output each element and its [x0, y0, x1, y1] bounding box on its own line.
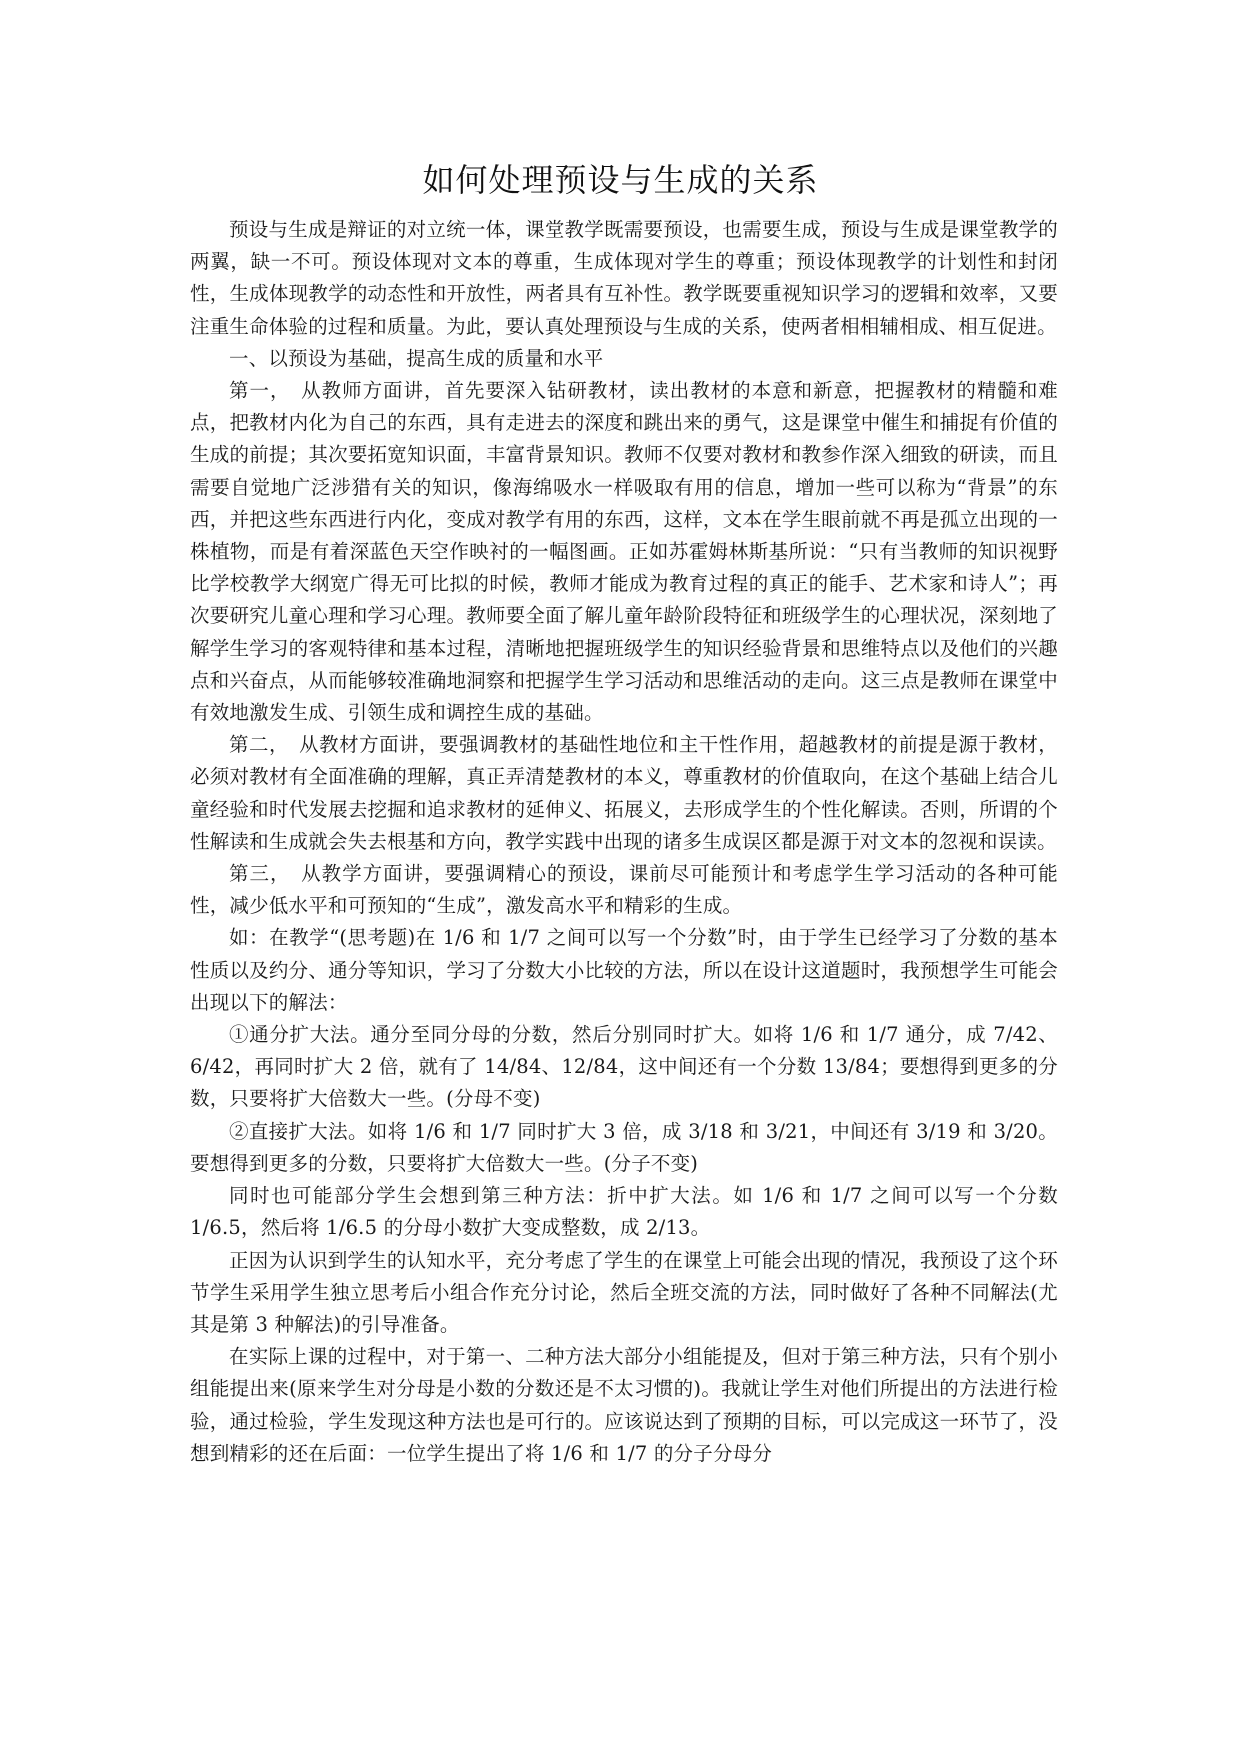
paragraph-method-2: ②直接扩大法。如将 1/6 和 1/7 同时扩大 3 倍，成 3/18 和 3/21，中间还有 3/19 和 3/20。要想得到更多的分数，只要将扩大倍数大一些。(分子不变)	[190, 1119, 1058, 1175]
paragraph-method-1: ①通分扩大法。通分至同分母的分数，然后分别同时扩大。如将 1/6 和 1/7 通分，成 7/42、6/42，再同时扩大 2 倍，就有了 14/84、12/84，这中间还有一个分数 13/84；要想得到更多的分数，只要将扩大倍数大一些。(分母不变)	[190, 1023, 1058, 1111]
paragraph-method-3: 同时也可能部分学生会想到第三种方法：折中扩大法。如 1/6 和 1/7 之间可以写一个分数 1/6.5，然后将 1/6.5 的分母小数扩大变成整数，成 2/13。	[190, 1184, 1058, 1240]
paragraph-classroom: 在实际上课的过程中，对于第一、二种方法大部分小组能提及，但对于第三种方法，只有个别小组能提出来(原来学生对分母是小数的分数还是不太习惯的)。我就让学生对他们所提出的方法进行检验，通过检验，学生发现这种方法也是可行的。应该说达到了预期的目标，可以完成这一环节了，没想到精彩的还在后面：一位学生提出了将 1/6 和 1/7 的分子分母分	[190, 1345, 1058, 1465]
document-body	[190, 214, 1058, 1470]
paragraph-intro: 预设与生成是辩证的对立统一体，课堂教学既需要预设，也需要生成，预设与生成是课堂教学的两翼，缺一不可。预设体现对文本的尊重，生成体现对学生的尊重；预设体现教学的计划性和封闭性，生成体现教学的动态性和开放性，两者具有互补性。教学既要重视知识学习的逻辑和效率，又要注重生命体验的过程和质量。为此，要认真处理预设与生成的关系，使两者相相辅相成、相互促进。	[190, 218, 1058, 338]
paragraph-teaching: 第三， 从教学方面讲，要强调精心的预设，课前尽可能预计和考虑学生学习活动的各种可能性，减少低水平和可预知的“生成”，激发高水平和精彩的生成。	[190, 862, 1058, 918]
paragraph-textbook: 第二， 从教材方面讲，要强调教材的基础性地位和主干性作用，超越教材的前提是源于教材，必须对教材有全面准确的理解，真正弄清楚教材的本义，尊重教材的价值取向，在这个基础上结合儿童经验和时代发展去挖掘和追求教材的延伸义、拓展义，去形成学生的个性化解读。否则，所谓的个性解读和生成就会失去根基和方向，教学实践中出现的诸多生成误区都是源于对文本的忽视和误读。	[190, 733, 1058, 853]
paragraph-preparation: 正因为认识到学生的认知水平，充分考虑了学生的在课堂上可能会出现的情况，我预设了这个环节学生采用学生独立思考后小组合作充分讨论，然后全班交流的方法，同时做好了各种不同解法(尤其是第 3 种解法)的引导准备。	[190, 1248, 1058, 1336]
section-heading-1: 一、以预设为基础，提高生成的质量和水平	[229, 346, 604, 370]
page-title: 如何处理预设与生成的关系	[422, 161, 819, 199]
paragraph-teacher: 第一， 从教师方面讲，首先要深入钻研教材，读出教材的本意和新意，把握教材的精髓和难点，把教材内化为自己的东西，具有走进去的深度和跳出来的勇气，这是课堂中催生和捕捉有价值的生成的前提；其次要拓宽知识面，丰富背景知识。教师不仅要对教材和教参作深入细致的研读，而且需要自觉地广泛涉猎有关的知识，像海绵吸水一样吸取有用的信息，增加一些可以称为“背景”的东西，并把这些东西进行内化，变成对教学有用的东西，这样，文本在学生眼前就不再是孤立出现的一株植物，而是有着深蓝色天空作映衬的一幅图画。正如苏霍姆林斯基所说：“只有当教师的知识视野比学校教学大纲宽广得无可比拟的时候，教师才能成为教育过程的真正的能手、艺术家和诗人”；再次要研究儿童心理和学习心理。教师要全面了解儿童年龄阶段特征和班级学生的心理状况，深刻地了解学生学习的客观特律和基本过程，清晰地把握班级学生的知识经验背景和思维特点以及他们的兴趣点和兴奋点，从而能够较准确地洞察和把握学生学习活动和思维活动的走向。这三点是教师在课堂中有效地激发生成、引领生成和调控生成的基础。	[190, 379, 1058, 725]
paragraph-example: 如：在教学“(思考题)在 1/6 和 1/7 之间可以写一个分数”时，由于学生已经学习了分数的基本性质以及约分、通分等知识，学习了分数大小比较的方法，所以在设计这道题时，我预想学生可能会出现以下的解法：	[190, 926, 1058, 1014]
